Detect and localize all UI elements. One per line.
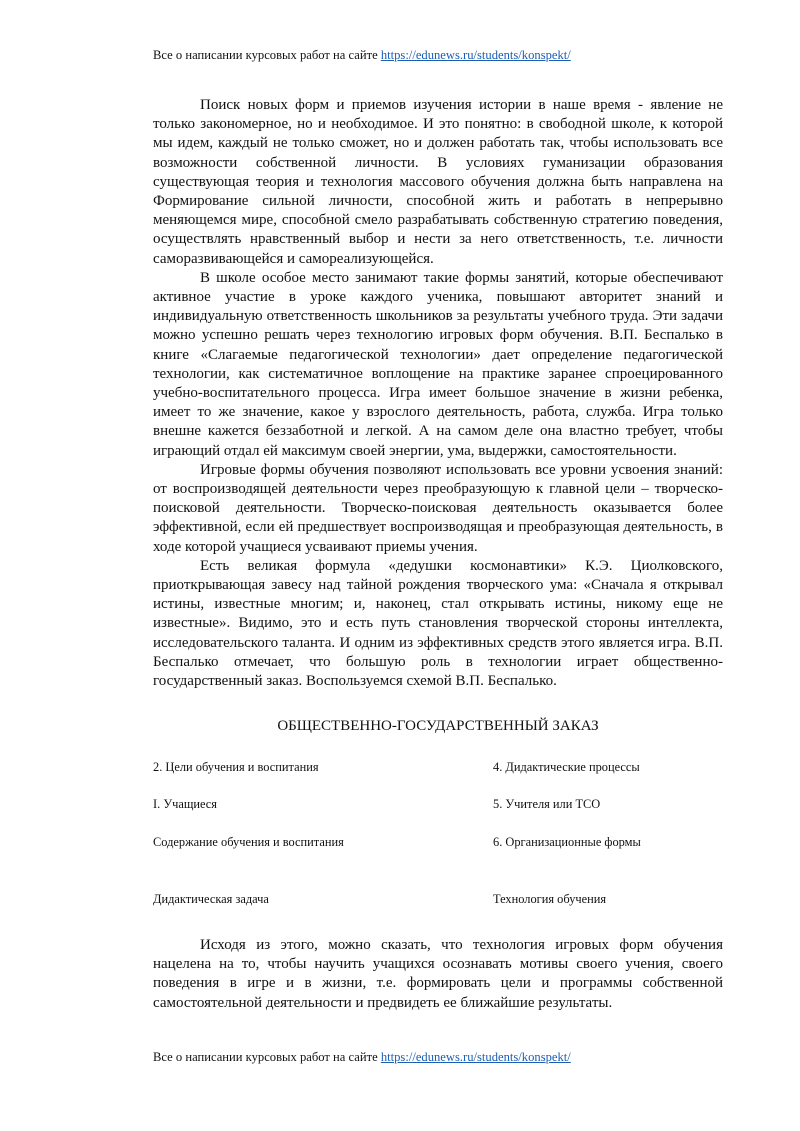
scheme-item-org-forms: 6. Организационные формы [493, 835, 641, 849]
closing-paragraph: Исходя из этого, можно сказать, что технология игровых форм обучения нацелена на то, чтобы научить учащихся осознавать мотивы своего учения, своего поведения в игре и в жизни, т.е. формировать цели и программы собственной самостоятельной деятельности и предвидеть ее ближайшие результаты. [153, 937, 723, 1011]
scheme-item-processes: 4. Дидактические процессы [493, 760, 640, 774]
scheme-item-goals: 2. Цели обучения и воспитания [153, 760, 319, 774]
header-link[interactable]: https://edunews.ru/students/konspekt/ [380, 48, 571, 62]
page-footer [153, 1050, 653, 1065]
page-header [153, 48, 653, 63]
paragraph-2: В школе особое место занимают такие формы занятий, которые обеспечивают активное участие в уроке каждого ученика, повышают авторитет знаний и индивидуальную ответственность школьников за результаты учебного труда. Эти задачи можно успешно решать через технологию игровых форм обучения. В.П. Беспалько в книге «Слагаемые педагогической технологии» дает определение педагогической технологии, как систематичное воплощение на практике заранее спроецированного учебно-воспитательного процесса. Игра имеет большое значение в жизни ребенка, имеет то же значение, какое у взрослого деятельность, работа, служба. Игра только внешне кажется беззаботной и легкой. А на самом деле она властно требует, чтобы играющий отдал ей максимум своей энергии, ума, выдержки, самостоятельности. [153, 269, 723, 459]
paragraph-4: Есть великая формула «дедушки космонавтики» К.Э. Циолковского, приоткрывающая завесу над тайной рождения творческого ума: «Сначала я открывал истины, известные многим; и, наконец, стал открывать истины, никому еще не известные». Видимо, это и есть путь становления творческой стороны интеллекта, исследовательского таланта. И одним из эффективных средств этого является игра. В.П. Беспалько отмечает, что большую роль в технологии играет общественно-государственный заказ. Воспользуемся схемой В.П. Беспалько. [153, 557, 723, 690]
footer-link[interactable]: https://edunews.ru/students/konspekt/ [380, 1050, 571, 1064]
body-text [153, 96, 723, 691]
scheme-item-students: I. Учащиеся [153, 797, 218, 811]
scheme-item-technology: Технология обучения [493, 892, 607, 906]
scheme-item-content: Содержание обучения и воспитания [153, 835, 344, 849]
paragraph-3: Игровые формы обучения позволяют использовать все уровни усвоения знаний: от воспроизводящей деятельности через преобразующую к главной цели – творческо-поисковой деятельности. Творческо-поисковая деятельность оказывается более эффективной, если ей предшествует воспроизводящая и преобразующая деятельность, в ходе которой учащиеся усваивают приемы учения. [153, 461, 723, 555]
scheme-item-teachers: 5. Учителя или ТСО [493, 797, 601, 811]
scheme-item-didactic-task: Дидактическая задача [153, 892, 269, 906]
footer-text: Все о написании курсовых работ на сайте [153, 1050, 378, 1064]
closing-text [153, 936, 723, 1013]
paragraph-1: Поиск новых форм и приемов изучения истории в наше время - явление не только закономерное, но и необходимое. И это понятно: в свободной школе, к которой мы идем, каждый не только сможет, но и должен работать так, чтобы использовать все возможности собственной личности. В условиях гуманизации образования существующая теория и технология массового обучения должна быть направлена на Формирование сильной личности, способной жить и работать в непрерывно меняющемся мире, способной смело разрабатывать собственную стратегию поведения, осуществлять нравственный выбор и нести за него ответственность, т.е. личности саморазвивающейся и самореализующейся. [153, 97, 723, 267]
scheme-title: ОБЩЕСТВЕННО-ГОСУДАРСТВЕННЫЙ ЗАКАЗ [277, 718, 599, 734]
header-text: Все о написании курсовых работ на сайте [153, 48, 378, 62]
